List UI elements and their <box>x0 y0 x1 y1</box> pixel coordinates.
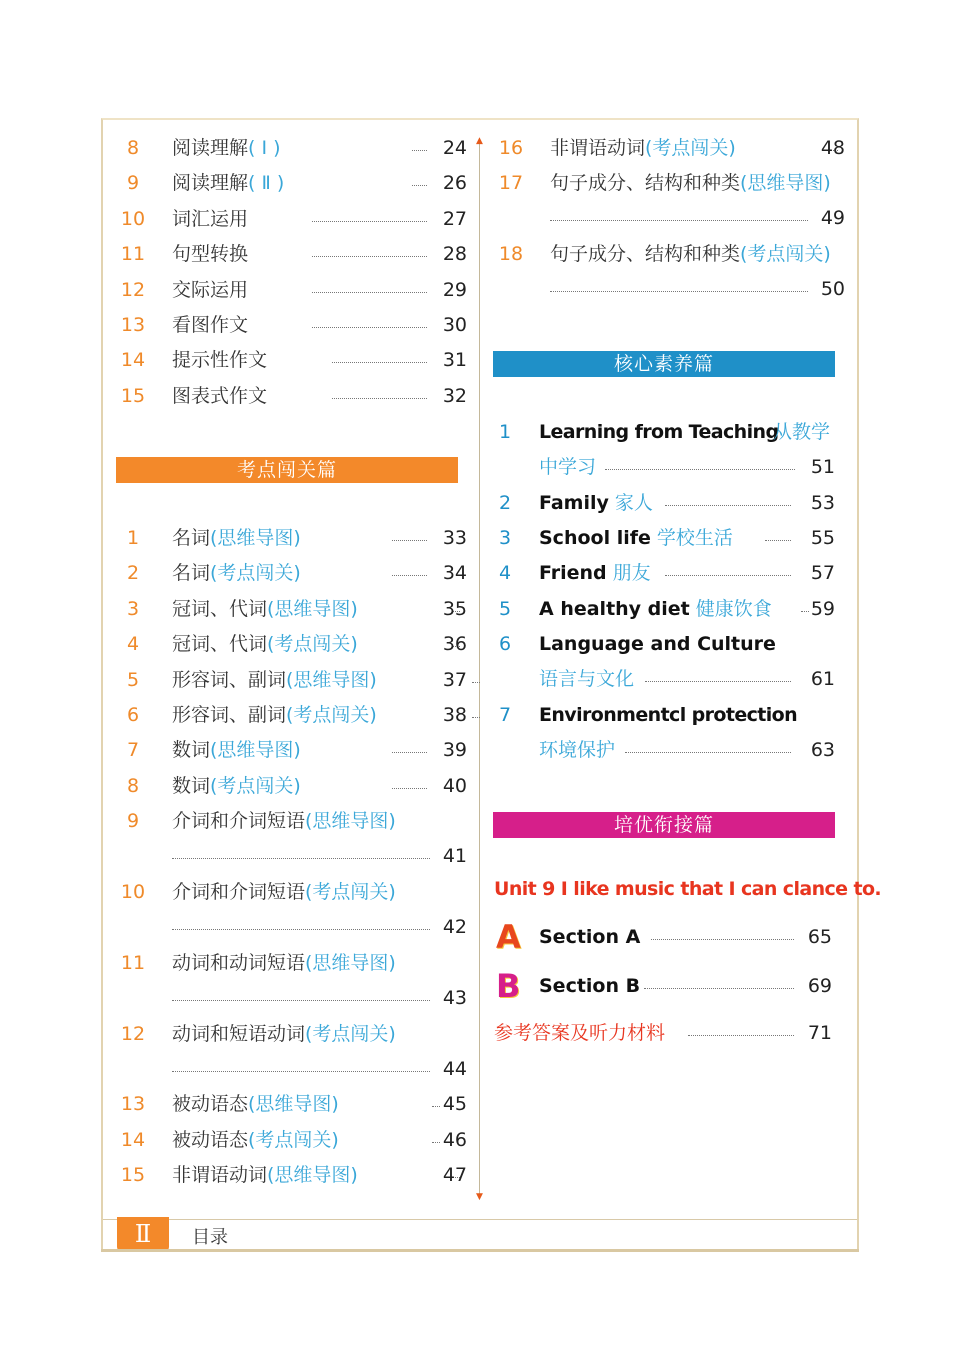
page-number: 49 <box>820 207 845 230</box>
toc-entry[interactable] <box>127 771 472 801</box>
leader-dots <box>172 929 430 930</box>
entry-number: 18 <box>498 243 524 266</box>
entry-title-text: 数词 <box>172 774 211 797</box>
entry-title <box>550 133 736 163</box>
entry-number: 3 <box>498 527 512 549</box>
toc-entry[interactable] <box>498 417 850 447</box>
entry-title <box>172 877 396 907</box>
toc-entry[interactable] <box>120 1160 472 1190</box>
entry-title <box>172 629 358 659</box>
toc-entry[interactable] <box>127 806 472 836</box>
leader-dots <box>172 1000 430 1001</box>
page-number: 27 <box>442 207 467 230</box>
leader-dots <box>651 939 794 940</box>
entry-title-text: 句子成分、结构和种类 <box>550 172 741 195</box>
page-number: 69 <box>807 975 832 997</box>
page-number: 51 <box>810 456 835 478</box>
entry-title-suffix: (思维导图) <box>305 951 396 974</box>
footer-page-tab: Ⅱ <box>117 1217 169 1251</box>
toc-entry[interactable] <box>127 558 472 588</box>
entry-number: 12 <box>120 1022 146 1045</box>
entry-title <box>172 1019 396 1049</box>
entry-number: 10 <box>120 881 146 903</box>
section-label: Section A <box>539 926 641 948</box>
toc-entry-continued <box>505 203 850 233</box>
entry-title-text: 名词 <box>172 527 211 549</box>
entry-number: 10 <box>120 207 146 230</box>
entry-title <box>172 806 396 836</box>
leader-dots <box>645 681 791 682</box>
entry-number: 2 <box>498 492 512 514</box>
toc-entry[interactable] <box>498 594 850 624</box>
entry-title <box>172 239 248 269</box>
page-number: 57 <box>810 562 835 584</box>
entry-number: 14 <box>120 1128 146 1151</box>
toc-entry[interactable] <box>127 594 472 624</box>
page-number: 39 <box>442 739 467 762</box>
page-number: 47 <box>442 1164 467 1187</box>
toc-entry-continued <box>505 735 850 765</box>
entry-title <box>539 594 772 624</box>
entry-number: 6 <box>498 633 512 655</box>
entry-title-text: 非谓语动词 <box>550 137 646 159</box>
entry-title <box>172 1125 339 1155</box>
section-letter-icon: A <box>496 918 521 956</box>
entry-title-en: Environmentcl protection <box>539 704 798 726</box>
leader-dots <box>472 682 480 683</box>
entry-title-text: 阅读理解 <box>172 137 249 159</box>
page-number: 28 <box>442 243 467 266</box>
leader-dots <box>412 150 427 151</box>
section-banner-kaodian: 考点闯关篇 <box>116 457 458 483</box>
entry-number: 6 <box>126 704 140 726</box>
page-number: 31 <box>442 349 467 372</box>
entry-title-text: 被动语态 <box>172 1093 249 1116</box>
page-number: 29 <box>442 278 467 301</box>
entry-number: 9 <box>126 810 140 833</box>
entry-title-suffix: (思维导图) <box>305 810 396 833</box>
entry-title-en: Learning from Teaching <box>539 421 779 443</box>
toc-entry[interactable] <box>120 877 472 907</box>
toc-entry[interactable] <box>498 700 850 730</box>
entry-number: 4 <box>498 562 512 584</box>
toc-entry[interactable] <box>498 558 850 588</box>
entry-title-text: 形容词、副词 <box>172 704 287 726</box>
leader-dots <box>392 540 427 541</box>
entry-number: 11 <box>120 951 146 974</box>
toc-entry[interactable] <box>120 1125 472 1155</box>
entry-title-en: Friend <box>539 562 607 584</box>
entry-title-text: 形容词、副词 <box>172 668 287 691</box>
entry-number: 2 <box>126 562 140 585</box>
entry-title-suffix: ( Ⅱ ) <box>248 172 285 195</box>
page-number: 55 <box>810 527 835 549</box>
entry-number: 7 <box>126 739 140 762</box>
page-number: 38 <box>442 704 467 726</box>
toc-entry[interactable] <box>127 133 472 163</box>
page-number: 34 <box>442 562 467 585</box>
entry-title-text: 交际运用 <box>172 278 249 301</box>
toc-entry[interactable] <box>120 1019 472 1049</box>
entry-title-text: 阅读理解 <box>172 172 249 195</box>
toc-entry-continued <box>505 452 850 482</box>
page-bottom-edge <box>101 1249 859 1252</box>
page-number: 46 <box>442 1128 467 1151</box>
toc-entry[interactable] <box>120 381 472 411</box>
page-number: 61 <box>810 668 835 690</box>
entry-number: 9 <box>126 172 140 195</box>
entry-title-suffix: (思维导图) <box>740 172 831 195</box>
entry-title-cn-part1: 从教学 <box>773 421 831 443</box>
entry-title <box>172 665 377 695</box>
toc-entry-continued <box>127 983 472 1013</box>
page-number: 43 <box>442 986 467 1009</box>
unit-section-entry[interactable] <box>494 967 839 1005</box>
page-number: 59 <box>810 598 835 620</box>
entry-number: 11 <box>120 243 146 266</box>
toc-entry-continued <box>127 841 472 871</box>
page-number: 36 <box>442 633 467 656</box>
entry-title-suffix: (考点闯关) <box>645 137 736 159</box>
section-banner-peiyou: 培优衔接篇 <box>493 812 835 838</box>
toc-entry-continued <box>127 912 472 942</box>
entry-title-suffix: (思维导图) <box>267 1164 358 1187</box>
entry-title-suffix: (思维导图) <box>210 527 301 549</box>
page-number: 71 <box>807 1022 832 1044</box>
leader-dots <box>688 1035 794 1036</box>
page-number: 53 <box>810 492 835 514</box>
answers-entry[interactable] <box>494 1018 839 1048</box>
entry-title-suffix: (考点闯关) <box>267 633 358 656</box>
leader-dots <box>392 788 427 789</box>
page-number: 65 <box>807 926 832 948</box>
toc-entry[interactable] <box>120 275 472 305</box>
entry-title <box>172 771 301 801</box>
entry-title <box>172 168 284 198</box>
divider-top-mark: ▲ <box>476 136 483 146</box>
entry-title-suffix: (考点闯关) <box>740 243 831 266</box>
entry-title <box>172 1089 339 1119</box>
leader-dots <box>312 292 427 293</box>
entry-title <box>539 417 778 447</box>
entry-title-text: 看图作文 <box>172 314 249 336</box>
entry-title <box>172 558 301 588</box>
entry-title-text: 图表式作文 <box>172 384 268 407</box>
entry-title-en: A healthy diet <box>539 598 690 620</box>
entry-number: 12 <box>120 278 146 301</box>
page-number: 44 <box>442 1057 467 1080</box>
toc-entry[interactable] <box>120 1089 472 1119</box>
entry-title-cn-part2: 中学习 <box>539 456 597 478</box>
entry-title <box>172 310 248 340</box>
entry-title <box>172 735 301 765</box>
toc-entry[interactable] <box>498 168 850 198</box>
toc-entry[interactable] <box>127 665 472 695</box>
entry-title-cn: 朋友 <box>612 562 651 584</box>
entry-title <box>172 133 281 163</box>
entry-title-suffix: (思维导图) <box>267 597 358 620</box>
leader-dots <box>312 221 427 222</box>
entry-title-suffix: (思维导图) <box>248 1093 339 1116</box>
entry-title-suffix: ( Ⅰ ) <box>248 137 281 159</box>
toc-entry-continued <box>505 664 850 694</box>
entry-number: 14 <box>120 349 146 372</box>
page-number: 24 <box>442 137 467 159</box>
entry-title <box>550 168 831 198</box>
toc-entry-continued <box>127 1054 472 1084</box>
entry-title-text: 提示性作文 <box>172 349 268 372</box>
entry-title <box>172 700 377 730</box>
leader-dots <box>412 185 427 186</box>
leader-dots <box>332 398 427 399</box>
page-number: 41 <box>442 845 467 868</box>
entry-number: 1 <box>498 421 512 443</box>
entry-title-text: 被动语态 <box>172 1128 249 1151</box>
entry-number: 16 <box>498 137 524 159</box>
entry-title <box>172 204 248 234</box>
entry-title-text: 句子成分、结构和种类 <box>550 243 741 266</box>
leader-dots <box>625 752 791 753</box>
entry-number: 7 <box>498 704 512 726</box>
entry-title-text: 名词 <box>172 562 211 585</box>
entry-title <box>539 558 651 588</box>
toc-entry[interactable] <box>127 735 472 765</box>
page-number: 32 <box>442 384 467 407</box>
toc-entry[interactable] <box>498 523 850 553</box>
entry-title <box>172 948 396 978</box>
entry-title-text: 数词 <box>172 739 211 762</box>
leader-dots <box>605 469 795 470</box>
entry-number: 17 <box>498 172 524 195</box>
entry-title-cn: 学校生活 <box>656 527 733 549</box>
page-number: 45 <box>442 1093 467 1116</box>
page-number: 35 <box>442 597 467 620</box>
section-banner-hexin: 核心素养篇 <box>493 351 835 377</box>
entry-title <box>539 700 797 730</box>
entry-number: 15 <box>120 1164 146 1187</box>
leader-dots <box>392 752 427 753</box>
entry-title-text: 动词和动词短语 <box>172 951 306 974</box>
entry-title <box>172 345 267 375</box>
entry-title-suffix: (考点闯关) <box>210 774 301 797</box>
toc-entry[interactable] <box>127 168 472 198</box>
entry-number: 4 <box>126 633 140 656</box>
entry-number: 8 <box>126 774 140 797</box>
toc-entry[interactable] <box>127 629 472 659</box>
toc-entry[interactable] <box>120 345 472 375</box>
entry-title <box>172 523 301 553</box>
page-number: 40 <box>442 774 467 797</box>
entry-number: 1 <box>126 527 140 549</box>
unit-section-entry[interactable] <box>494 918 839 956</box>
entry-number: 15 <box>120 384 146 407</box>
entry-title-text: 冠词、代词 <box>172 597 268 620</box>
entry-title-text: 介词和介词短语 <box>172 881 306 903</box>
leader-dots <box>472 717 480 718</box>
entry-title <box>172 381 267 411</box>
page-number: 26 <box>442 172 467 195</box>
entry-title <box>539 488 653 518</box>
entry-title-suffix: (考点闯关) <box>286 704 377 726</box>
entry-title-suffix: (思维导图) <box>286 668 377 691</box>
page-number: 30 <box>442 314 467 336</box>
leader-dots <box>332 362 427 363</box>
entry-title-cn: 健康饮食 <box>695 598 772 620</box>
entry-title-suffix: (考点闯关) <box>210 562 301 585</box>
entry-title <box>172 594 358 624</box>
leader-dots <box>172 858 430 859</box>
toc-entry[interactable] <box>120 310 472 340</box>
entry-title-en: Family <box>539 492 609 514</box>
toc-entry-continued <box>505 274 850 304</box>
leader-dots <box>392 575 427 576</box>
entry-title-text: 词汇运用 <box>172 207 249 230</box>
page-number: 42 <box>442 916 467 938</box>
entry-title-text: 介词和介词短语 <box>172 810 306 833</box>
leader-dots <box>172 1071 430 1072</box>
page-number: 63 <box>810 739 835 761</box>
entry-title-suffix: (考点闯关) <box>248 1128 339 1151</box>
divider-bottom-mark: ▼ <box>476 1192 483 1202</box>
toc-entry[interactable] <box>120 204 472 234</box>
entry-title-text: 句型转换 <box>172 243 249 266</box>
entry-title-cn: 环境保护 <box>539 739 616 761</box>
toc-entry[interactable] <box>120 239 472 269</box>
entry-title-en: Language and Culture <box>539 633 776 655</box>
leader-dots <box>550 291 808 292</box>
entry-number: 3 <box>126 597 140 620</box>
footer-line <box>103 1219 857 1220</box>
toc-entry[interactable] <box>498 488 850 518</box>
entry-number: 8 <box>126 137 140 159</box>
leader-dots <box>765 540 791 541</box>
entry-title <box>539 523 733 553</box>
page-number: 33 <box>442 527 467 549</box>
entry-title <box>172 1160 358 1190</box>
entry-number: 5 <box>126 668 140 691</box>
column-divider <box>479 140 480 1195</box>
entry-title <box>550 239 831 269</box>
entry-title-text: 非谓语动词 <box>172 1164 268 1187</box>
toc-entry[interactable] <box>127 523 472 553</box>
leader-dots <box>312 327 427 328</box>
section-letter-icon: B <box>496 967 521 1005</box>
toc-entry[interactable] <box>498 629 850 659</box>
toc-entry[interactable] <box>120 948 472 978</box>
unit-title: Unit 9 I like music that I can clance to. <box>494 878 882 900</box>
toc-entry[interactable] <box>498 239 850 269</box>
leader-dots <box>312 256 427 257</box>
entry-title-text: 动词和短语动词 <box>172 1022 306 1045</box>
answers-label: 参考答案及听力材料 <box>494 1022 666 1044</box>
entry-number: 13 <box>120 314 146 336</box>
entry-title-suffix: (考点闯关) <box>305 1022 396 1045</box>
toc-entry[interactable] <box>127 700 472 730</box>
entry-title-cn: 语言与文化 <box>539 668 635 690</box>
entry-title <box>172 275 248 305</box>
section-label: Section B <box>539 975 641 997</box>
entry-number: 13 <box>120 1093 146 1116</box>
entry-title-text: 冠词、代词 <box>172 633 268 656</box>
leader-dots <box>665 575 791 576</box>
entry-title-suffix: (考点闯关) <box>305 881 396 903</box>
leader-dots <box>644 988 794 989</box>
leader-dots <box>550 220 808 221</box>
leader-dots <box>665 505 791 506</box>
page-number: 37 <box>442 668 467 691</box>
entry-title <box>539 629 776 659</box>
entry-number: 5 <box>498 598 512 620</box>
page-number: 48 <box>820 137 845 159</box>
toc-entry[interactable] <box>498 133 850 163</box>
entry-title-suffix: (思维导图) <box>210 739 301 762</box>
footer-label: 目录 <box>192 1227 228 1248</box>
entry-title-en: School life <box>539 527 651 549</box>
entry-title-cn: 家人 <box>614 492 653 514</box>
page-number: 50 <box>820 278 845 301</box>
